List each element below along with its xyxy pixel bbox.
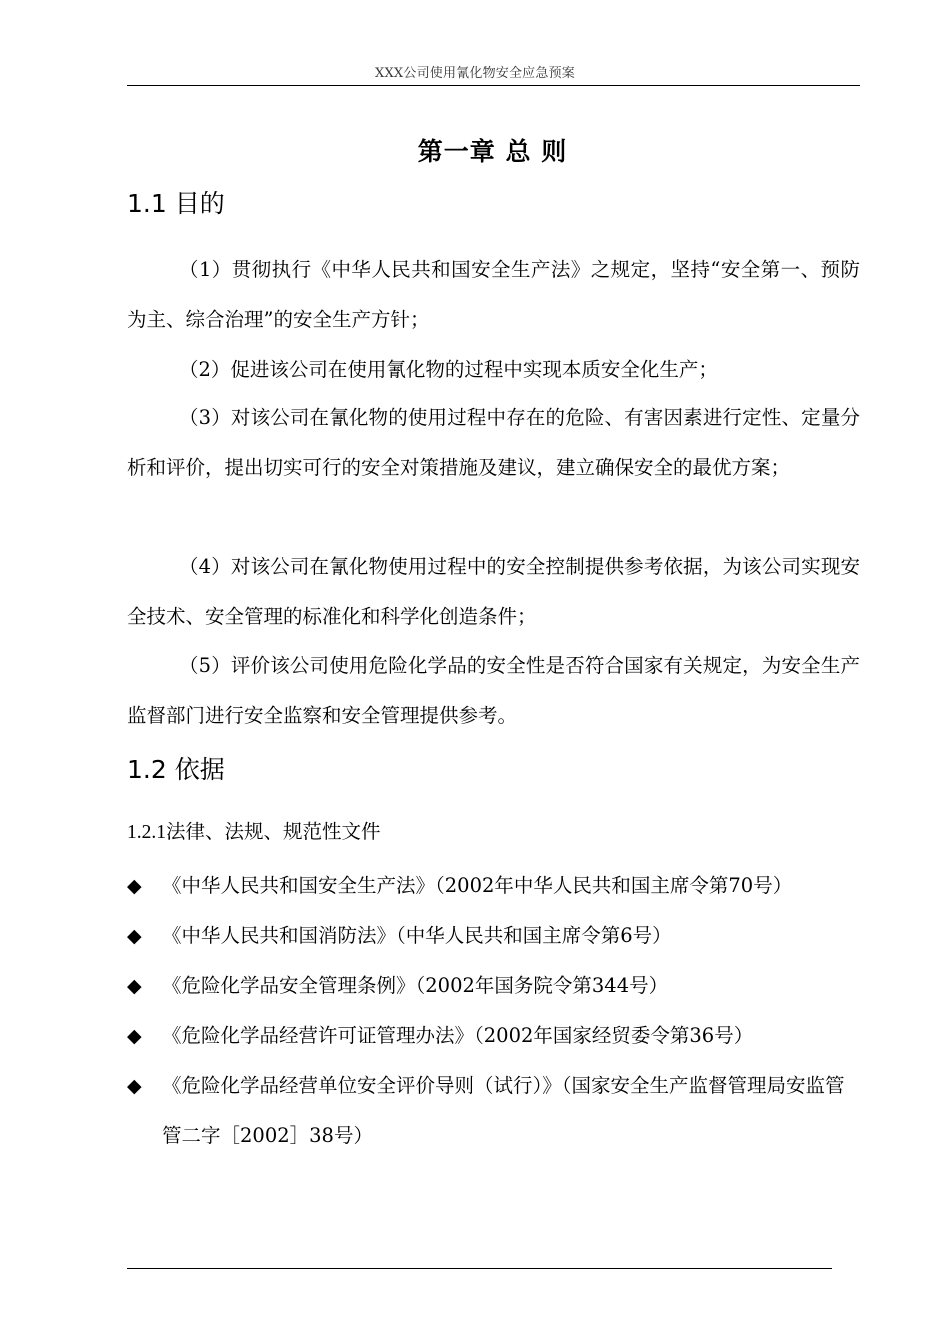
- header-divider: [127, 85, 860, 86]
- page-header-title: XXX公司使用氰化物安全应急预案: [375, 66, 575, 81]
- list-item: [127, 911, 860, 961]
- subsection-title: 法律、法规、规范性文件: [166, 820, 381, 843]
- paragraph: （2）促进该公司在使用氰化物的过程中实现本质安全化生产；: [179, 358, 718, 381]
- list-item-text: 《危险化学品经营许可证管理办法》（2002年国家经贸委令第36号）: [162, 1024, 754, 1047]
- list-item-text: 《危险化学品经营单位安全评价导则（试行）》（国家安全生产监督管理局安监管管二字［2002］38号）: [162, 1074, 845, 1147]
- subsection-number: 1.2.1: [127, 822, 166, 843]
- paragraph: （4）对该公司在氰化物使用过程中的安全控制提供参考依据，为该公司实现安全技术、安全管理的标准化和科学化创造条件；: [127, 555, 860, 628]
- list-item: [127, 1011, 860, 1061]
- section-heading-basis: 1.2 依据: [127, 755, 225, 784]
- paragraph: （5）评价该公司使用危险化学品的安全性是否符合国家有关规定，为安全生产监督部门进行安全监察和安全管理提供参考。: [127, 654, 860, 727]
- list-item: [127, 1061, 860, 1161]
- diamond-bullet-icon: ◆: [127, 1025, 142, 1047]
- section-heading-purpose: 1.1 目的: [127, 189, 225, 218]
- regulation-list: [127, 861, 860, 1161]
- list-item-text: 《危险化学品安全管理条例》（2002年国务院令第344号）: [162, 974, 669, 997]
- subsection-heading: [127, 816, 381, 844]
- diamond-bullet-icon: ◆: [127, 1075, 142, 1097]
- list-item-text: 《中华人民共和国安全生产法》（2002年中华人民共和国主席令第70号）: [162, 874, 793, 897]
- list-item: [127, 961, 860, 1011]
- footer-divider: [127, 1268, 832, 1269]
- diamond-bullet-icon: ◆: [127, 875, 142, 897]
- diamond-bullet-icon: ◆: [127, 925, 142, 947]
- paragraph: （1）贯彻执行《中华人民共和国安全生产法》之规定，坚持“安全第一、预防为主、综合治理”的安全生产方针；: [127, 258, 860, 331]
- list-item: [127, 861, 860, 911]
- list-item-text: 《中华人民共和国消防法》（中华人民共和国主席令第6号）: [162, 924, 672, 947]
- paragraph: （3）对该公司在氰化物的使用过程中存在的危险、有害因素进行定性、定量分析和评价，提出切实可行的安全对策措施及建议，建立确保安全的最优方案；: [127, 406, 860, 479]
- chapter-title: 第一章 总 则: [417, 137, 568, 166]
- diamond-bullet-icon: ◆: [127, 975, 142, 997]
